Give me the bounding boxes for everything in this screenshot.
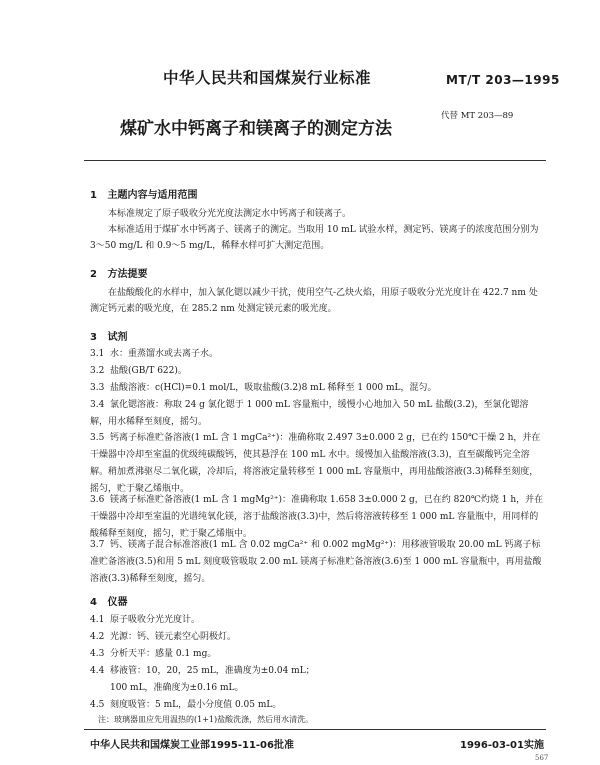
reagent-text: 钙、镁离子混合标准溶液(1 mL 含 0.02 mgCa²⁺ 和 0.002 mgMg²⁺)：用移液管吸取 20.00 mL 钙离子标准贮备溶液(3.5)和用 5 mL 刻度吸管吸取 2.00 mL 镁离子标准贮备溶液(3.6)至 1 000 mL 容量瓶中，再用盐酸溶液(3.3)稀释至刻度，摇匀。 bbox=[90, 540, 542, 584]
reagent-item bbox=[90, 537, 546, 588]
section-4-heading bbox=[90, 593, 127, 608]
reagent-text: 氯化锶溶液：称取 24 g 氯化锶于 1 000 mL 容量瓶中，缓慢小心地加入 50 mL 盐酸(3.2)，至氯化锶溶解，用水稀释至刻度，摇匀。 bbox=[90, 400, 529, 427]
section-number: 3 bbox=[90, 332, 97, 343]
reagent-item bbox=[90, 346, 546, 363]
section-title: 主题内容与适用范围 bbox=[107, 190, 198, 201]
instrument-number: 4.3 bbox=[90, 649, 105, 659]
instrument-item bbox=[90, 629, 546, 646]
section-number: 4 bbox=[90, 597, 97, 608]
instrument-continuation: 100 mL，准确度为±0.16 mL。 bbox=[110, 683, 244, 693]
section-number: 2 bbox=[90, 269, 97, 280]
instrument-item bbox=[90, 646, 546, 663]
instrument-item bbox=[90, 612, 546, 629]
reagent-item bbox=[90, 380, 546, 397]
section-1-heading bbox=[90, 186, 197, 201]
instrument-text: 分析天平：感量 0.1 mg。 bbox=[110, 649, 217, 659]
reagent-item bbox=[90, 492, 546, 543]
instrument-number: 4.4 bbox=[90, 666, 105, 676]
reagent-text: 水：重蒸馏水或去离子水。 bbox=[110, 349, 219, 359]
approval-line: 中华人民共和国煤炭工业部1995-11-06批准 bbox=[90, 740, 294, 751]
section-title: 方法提要 bbox=[107, 269, 148, 280]
reagent-number: 3.4 bbox=[90, 400, 105, 410]
reagent-number: 3.1 bbox=[90, 349, 105, 359]
implementation-date: 1996-03-01实施 bbox=[460, 740, 544, 751]
section-2-heading bbox=[90, 265, 147, 280]
instrument-text: 光源：钙、镁元素空心阴极灯。 bbox=[110, 632, 237, 642]
instrument-text: 移液管：10，20，25 mL，准确度为±0.04 mL； bbox=[110, 666, 315, 676]
reagent-number: 3.5 bbox=[90, 433, 105, 443]
reagent-number: 3.3 bbox=[90, 383, 105, 393]
reagent-item bbox=[90, 430, 546, 498]
instrument-text: 原子吸收分光光度计。 bbox=[110, 615, 201, 625]
section-3-heading bbox=[90, 328, 127, 343]
page-number: 567 bbox=[535, 754, 549, 762]
reagent-text: 盐酸(GB/T 622)。 bbox=[110, 366, 187, 376]
standard-category-title: 中华人民共和国煤炭行业标准 bbox=[163, 69, 372, 87]
instrument-item bbox=[90, 697, 546, 714]
reagent-number: 3.2 bbox=[90, 366, 105, 376]
header-divider bbox=[84, 160, 546, 161]
instrument-number: 4.1 bbox=[90, 615, 105, 625]
footnote: 注：玻璃器皿应先用温热的(1+1)盐酸洗涤，然后用水清洗。 bbox=[98, 715, 314, 724]
reagent-number: 3.6 bbox=[90, 495, 105, 505]
section-number: 1 bbox=[90, 190, 97, 201]
method-paragraph: 在盐酸酸化的水样中，加入氯化锶以减少干扰，使用空气-乙炔火焰，用原子吸收分光光度计在 422.7 nm 处测定钙元素的吸光度，在 285.2 nm 处测定镁元素的吸光度。 bbox=[90, 288, 538, 314]
section-title: 试剂 bbox=[107, 332, 128, 343]
scope-paragraph-1: 本标准规定了原子吸收分光光度法测定水中钙离子和镁离子。 bbox=[108, 209, 352, 219]
instrument-text: 刻度吸管：5 mL，最小分度值 0.05 mL。 bbox=[110, 700, 282, 710]
instrument-number: 4.2 bbox=[90, 632, 105, 642]
section-title: 仪器 bbox=[107, 597, 128, 608]
document-title: 煤矿水中钙离子和镁离子的测定方法 bbox=[120, 119, 392, 139]
replaces-note: 代替 MT 203—89 bbox=[441, 111, 514, 121]
reagent-number: 3.7 bbox=[90, 540, 105, 550]
reagent-item bbox=[90, 397, 546, 431]
reagent-text: 盐酸溶液：c(HCl)=0.1 mol/L，吸取盐酸(3.2)8 mL 稀释至 1 000 mL，混匀。 bbox=[110, 383, 437, 393]
instrument-number: 4.5 bbox=[90, 700, 105, 710]
footer-divider bbox=[84, 729, 546, 730]
reagent-item bbox=[90, 363, 546, 380]
scope-paragraph-2: 本标准适用于煤矿水中钙离子、镁离子的测定。当取用 10 mL 试验水样，测定钙、镁离子的浓度范围分别为 3～50 mg/L 和 0.9～5 mg/L，稀释水样可扩大测定范围。 bbox=[90, 225, 539, 251]
reagent-text: 镁离子标准贮备溶液(1 mL 含 1 mgMg²⁺)：准确称取 1.658 3±0.000 2 g，已在约 820℃灼烧 1 h，并在干燥器中冷却至室温的光谱纯氧化镁，溶于盐酸溶液(3.3)中，然后将溶液转移至 1 000 mL 容量瓶中，用同样的酸稀释至刻度，摇匀，贮于聚乙烯瓶中。 bbox=[90, 495, 544, 539]
reagent-text: 钙离子标准贮备溶液(1 mL 含 1 mgCa²⁺)：准确称取 2.497 3±0.000 2 g，已在约 150℃干燥 2 h，并在干燥器中冷却至室温的优级纯碳酸钙，使其悬浮在 100 mL 水中。缓慢加入盐酸溶液(3.3)，直至碳酸钙完全溶解。稍加煮沸驱尽二氧化碳，冷却后，将溶液定量转移至 1 000 mL 容量瓶中，再用盐酸溶液(3.3)稀释至刻度，摇匀，贮于聚乙烯瓶中。 bbox=[90, 433, 541, 494]
standard-code: MT/T 203—1995 bbox=[446, 73, 560, 87]
instrument-item bbox=[90, 663, 546, 680]
